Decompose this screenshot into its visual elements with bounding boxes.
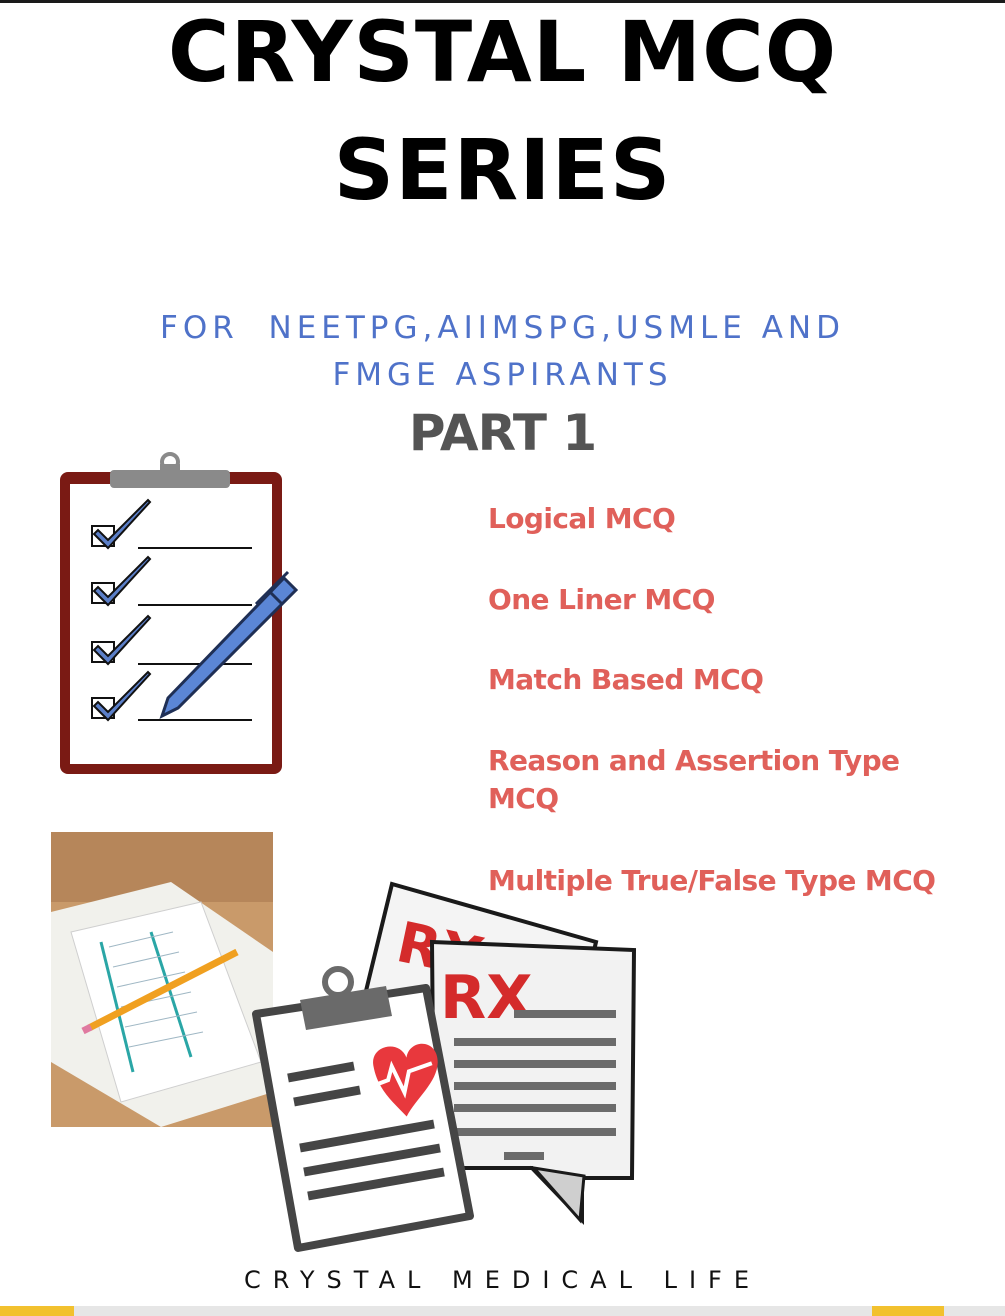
- feature-item-one-liner: One Liner MCQ: [488, 583, 715, 616]
- feature-item-multiple-true-false: Multiple True/False Type MCQ: [488, 864, 936, 897]
- cover-subtitle-line-1: FOR NEETPG,AIIMSPG,USMLE AND: [160, 310, 845, 346]
- cover-title-line-2: SERIES: [333, 121, 672, 219]
- medical-clipboard-icon: [236, 960, 496, 1260]
- feature-item-reason-assertion: Reason and Assertion Type MCQ: [488, 744, 900, 815]
- feature-item-match-based: Match Based MCQ: [488, 663, 764, 696]
- cover-subtitle-line-2: FMGE ASPIRANTS: [332, 357, 673, 393]
- feature-item-logical: Logical MCQ: [488, 502, 676, 535]
- rx-front-label: RX: [440, 963, 533, 1033]
- checklist-clipboard-icon: [52, 450, 302, 780]
- bottom-accent-right: [872, 1306, 944, 1316]
- footer-brand: CRYSTAL MEDICAL LIFE: [243, 1266, 762, 1294]
- cover-title-line-1: CRYSTAL MCQ: [167, 3, 838, 101]
- bottom-accent-left: [0, 1306, 74, 1316]
- bottom-bar: [0, 1306, 1005, 1316]
- part-label: PART 1: [408, 404, 597, 462]
